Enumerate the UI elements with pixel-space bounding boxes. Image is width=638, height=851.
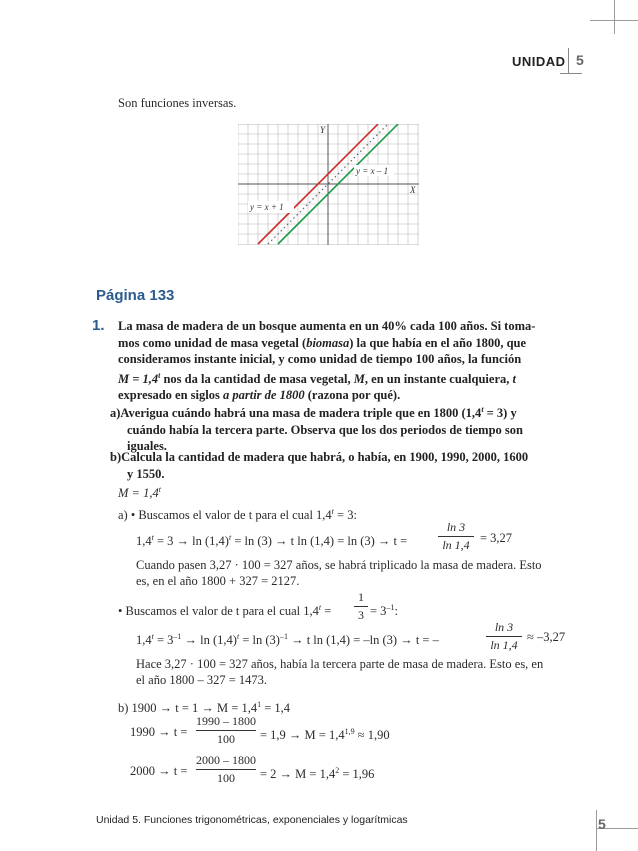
y-axis-label: Y (320, 125, 326, 135)
solution-a2-text-line2: el año 1800 – 327 = 1473. (136, 673, 267, 687)
problem-statement: La masa de madera de un bosque aumenta en un 40% cada 100 años. Si toma- mos como unidad de masa vegetal (biomasa) la que había en el año 1800, que consideramos instante inicial, y como unidad de tiempo 100 años, la función $M = 1,4^t$ nos da la cantidad de masa vegetal, M, en un instante cualquiera, t expresado en siglos a partir de 1800 (razona por qué). (118, 319, 536, 403)
solution-a1-intro: a) • Buscamos el valor de t para el cual $1,4^t = 3$: (118, 507, 357, 523)
unit-number: 5 (576, 52, 584, 68)
part-b-statement: b)Calcula la cantidad de madera que habrá, o había, en 1900, 1990, 2000, 1600 y 1550. (110, 450, 529, 481)
solution-a1-fraction: ln 3 ln 1,4 (438, 520, 474, 553)
upper-line-label: y = x + 1 (250, 202, 284, 212)
footer-text: Unidad 5. Funciones trigonométricas, exponenciales y logarítmicas (96, 814, 408, 826)
solution-b-1990-fraction: 1990 – 1800 100 (196, 714, 256, 746)
solution-b-2000-right: = $2 \to M = 1,4^2 = 1,96$ (260, 766, 375, 782)
solution-a2-fraction: ln 3 ln 1,4 (486, 620, 522, 653)
solution-a2-intro-end: = $3^{-1}$: (370, 603, 398, 619)
solution-a1-result: = 3,27 (480, 531, 513, 545)
solution-b-2000-left: 2000 → t = (130, 764, 188, 778)
intro-text: Son funciones inversas. (118, 96, 237, 110)
solution-a2-result: ≈ –3,27 (527, 630, 566, 644)
section-title: Página 133 (96, 287, 175, 304)
solution-b-1990-left: 1990 → t = (130, 725, 188, 739)
lower-line-label: y = x – 1 (356, 166, 389, 176)
solution-a2-text-line1: Hace 3,27 · 100 = 327 años, había la tercera parte de masa de madera. Esto es, en (136, 657, 544, 671)
solution-b-1900: b) $1900 \to t = 1 \to M = 1,4^1 = 1,4$ (118, 700, 291, 716)
header-rule (560, 73, 582, 74)
solution-b-1990-right: = $1,9 \to M = 1,4^{1,9} \approx 1,90$ (260, 727, 390, 743)
solution-a1-equation: $1,4^t = 3 \to \ln (1,4)^t = \ln (3) \to t$ ln (1,4) = ln (3) → t = (136, 533, 408, 549)
header-separator (568, 48, 569, 74)
solution-a1-text-line2: es, en el año 1800 + 327 = 2127. (136, 574, 300, 588)
footer-page-number: 5 (598, 816, 606, 832)
model-formula: $M = 1,4^t$ (118, 485, 161, 501)
corner-decoration-bottom-right-vertical (596, 810, 597, 851)
solution-b-2000-fraction: 2000 – 1800 100 (196, 753, 256, 785)
problem-number: 1. (92, 317, 105, 334)
unit-label: UNIDAD (512, 54, 566, 69)
function-graph (238, 124, 419, 245)
solution-a2-equation: $1,4^t = 3^{-1} \to \ln (1,4)^t = \ln (3)^{-1} \to t$ ln (1,4) = –ln (3) → t = – (136, 632, 439, 648)
part-a-statement: a)Averigua cuándo habrá una masa de madera triple que en 1800 $(1,4^t = 3)$ y cuándo había la tercera parte. Observa que los dos periodos de tiempo son iguales. (110, 405, 523, 454)
solution-a2-intro-fraction: 1 3 (354, 590, 368, 623)
corner-decoration-top-right-vertical (614, 0, 615, 34)
x-axis-label: X (410, 185, 416, 195)
solution-a1-text-line1: Cuando pasen 3,27 · 100 = 327 años, se habrá triplicado la masa de madera. Esto (136, 558, 542, 572)
solution-a2-intro: • Buscamos el valor de t para el cual $1,4^t$ = (118, 603, 332, 619)
